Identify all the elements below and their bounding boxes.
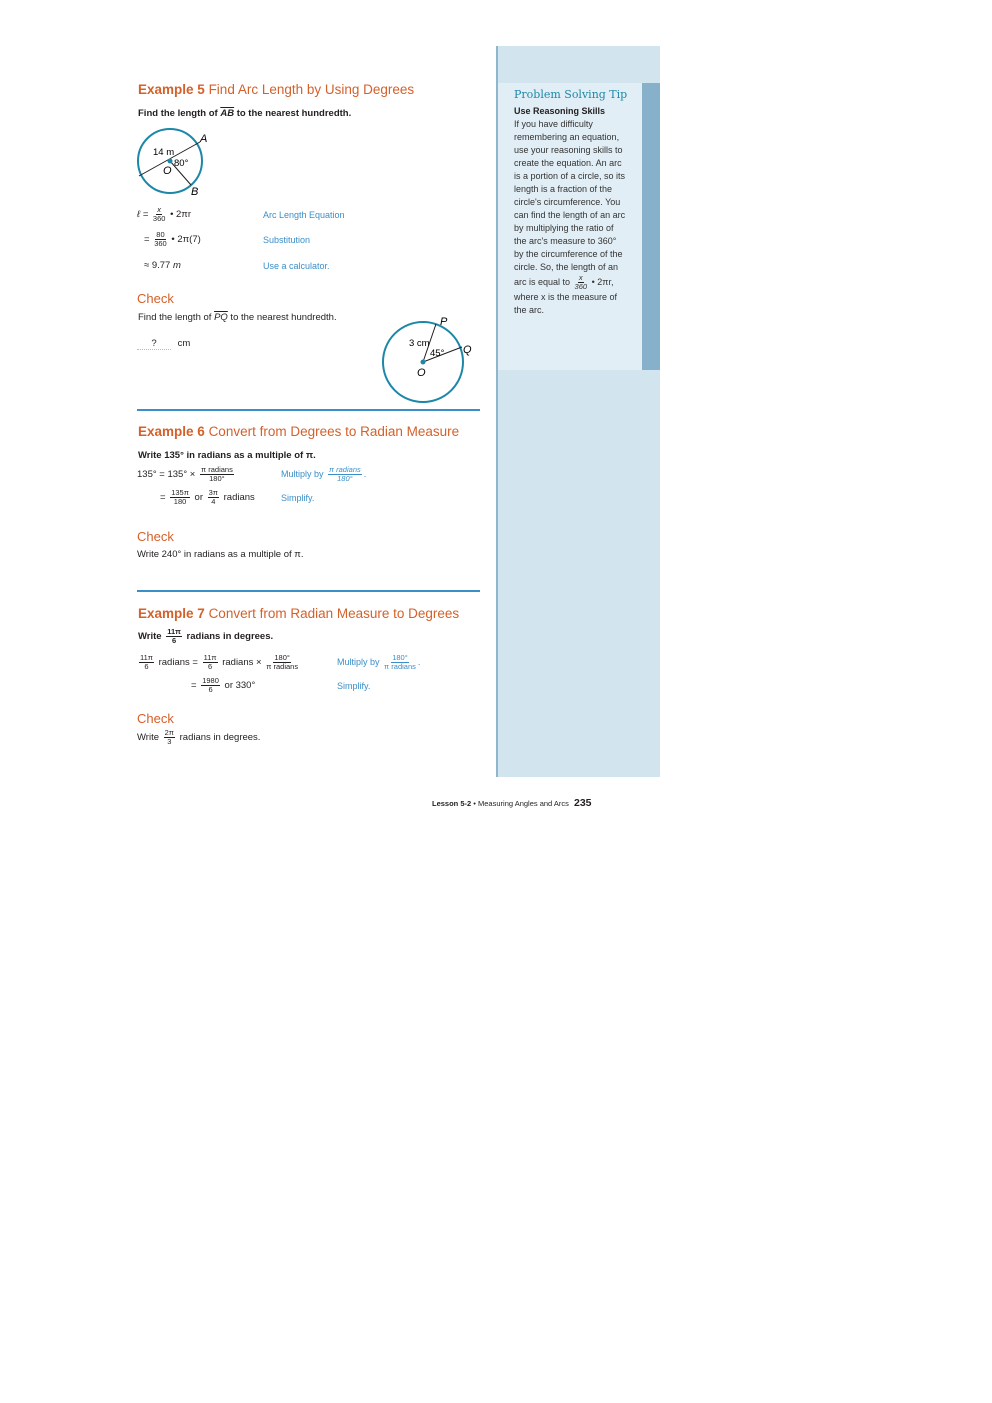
check5-label-p: P xyxy=(440,316,448,328)
ex7-step1-num2: 11π xyxy=(203,653,217,662)
ex7-check-num: 2π xyxy=(164,728,174,737)
tip-body-text-1: If you have difficulty remembering an equation, use your reasoning skills to create the equation. An arc is a portion of a circle, so its length is a fraction of the circle's circumference. You can find the length of an arc by multiplying the ratio of the arc's measure to 360° by the circumference of the circle. So, the length of an arc is equal to xyxy=(514,119,626,287)
ex6-step2-fraction-2 xyxy=(208,489,219,506)
ex7-step2-lhs: = xyxy=(191,680,197,692)
step2-lhs: = xyxy=(144,234,150,246)
ex7-step2-fraction xyxy=(201,677,220,694)
ex6-step2-den2: 4 xyxy=(211,497,216,506)
example5-circle-diagram xyxy=(130,125,220,200)
example5-check-prompt xyxy=(138,312,337,323)
example6-step-2 xyxy=(160,489,255,506)
example6-check-text: Write 240° in radians as a multiple of π. xyxy=(137,549,304,560)
example5-check-heading: Check xyxy=(137,291,174,306)
example7-title: Convert from Radian Measure to Degrees xyxy=(208,606,460,621)
example5-heading xyxy=(138,82,414,97)
check5-center-dot xyxy=(421,360,426,365)
example5-radius-label: 14 m xyxy=(153,147,175,158)
ex7-note-post: . xyxy=(417,656,421,667)
example6-step-2-note: Simplify. xyxy=(281,493,315,503)
tip-accent-bar xyxy=(642,83,660,370)
example5-prompt-pre: Find the length of xyxy=(138,108,221,119)
step2-fraction xyxy=(154,231,167,248)
page-number: 235 xyxy=(574,797,592,809)
ex7-prompt-pre: Write xyxy=(138,631,162,643)
ex7-prompt-fraction xyxy=(166,628,182,645)
check5-label-o: O xyxy=(417,367,426,379)
example6-heading xyxy=(138,424,459,439)
ex7-step2-rest: or 330° xyxy=(224,680,256,692)
check5-arc-name: $\overline{PQ}$ xyxy=(214,312,228,323)
example5-label-a: A xyxy=(200,133,208,145)
ex7-step1-mid2: radians × xyxy=(222,657,262,669)
example7-check-heading: Check xyxy=(137,711,174,726)
footer-separator: • xyxy=(473,799,476,808)
ex6-step2-lhs: = xyxy=(160,492,166,504)
example5-step-3-note: Use a calculator. xyxy=(263,261,330,271)
answer-input[interactable]: ? xyxy=(137,338,171,350)
ex7-check-den: 3 xyxy=(167,737,172,746)
example5-prompt xyxy=(138,108,351,119)
example7-step-1-note xyxy=(337,654,420,671)
example6-step-1 xyxy=(137,466,236,483)
ex6-step2-or: or xyxy=(194,492,203,504)
example7-label: Example 7 xyxy=(138,606,205,621)
answer-unit: cm xyxy=(177,338,191,349)
ex7-step2-num: 1980 xyxy=(202,676,219,685)
example5-arc-name: $\overline{AB}$ xyxy=(220,108,235,119)
tip-frac-num: x xyxy=(578,273,583,282)
ex6-step2-fraction-1 xyxy=(170,489,190,506)
check5-prompt-pre: Find the length of xyxy=(138,312,215,323)
ex6-note-num: π radians xyxy=(329,465,361,474)
ex6-step2-den1: 180 xyxy=(173,497,187,506)
ex7-step1-fraction-2 xyxy=(203,654,218,671)
example7-heading xyxy=(138,606,459,621)
example5-step-1-note: Arc Length Equation xyxy=(263,210,345,220)
example7-check-text xyxy=(137,729,260,746)
ex7-step1-den1: 6 xyxy=(144,662,149,671)
ex6-step1-num: π radians xyxy=(200,465,233,474)
step2-num: 80 xyxy=(156,230,165,239)
ex6-step2-rest: radians xyxy=(223,492,255,504)
step3-unit: m xyxy=(172,260,181,271)
ex7-prompt-den: 6 xyxy=(171,636,177,645)
example5-title: Find Arc Length by Using Degrees xyxy=(208,82,415,97)
example5-angle-label: 80° xyxy=(174,158,189,169)
example5-center-dot xyxy=(168,159,173,164)
example5-step-3 xyxy=(144,260,181,271)
step1-rest: • 2πr xyxy=(170,209,192,221)
ex6-note-pre: Multiply by xyxy=(281,468,324,479)
ex6-step2-num2: 3π xyxy=(208,488,218,497)
ex7-step1-num1: 11π xyxy=(140,653,153,662)
example5-step-1 xyxy=(137,206,191,223)
tip-title: Problem Solving Tip xyxy=(514,88,628,101)
example6-check-heading: Check xyxy=(137,529,174,544)
ex7-step1-den2: 6 xyxy=(208,662,213,671)
section-divider-1 xyxy=(137,409,480,411)
ex6-step1-den: 180° xyxy=(209,474,225,483)
ex7-note-fraction xyxy=(384,654,416,671)
example5-label: Example 5 xyxy=(138,82,205,97)
tip-fraction xyxy=(575,274,588,291)
example7-step-2 xyxy=(191,677,255,694)
step1-num: x xyxy=(157,205,162,214)
example5-step-2 xyxy=(144,231,201,248)
ex6-step1-lhs: 135° = 135° × xyxy=(137,469,196,481)
example5-step-2-note: Substitution xyxy=(263,235,311,245)
footer-title: Measuring Angles and Arcs xyxy=(478,799,569,808)
example7-step-1 xyxy=(137,654,300,671)
example6-step-1-note xyxy=(281,466,366,483)
tip-body xyxy=(514,118,626,317)
ex7-step1-num3: 180° xyxy=(274,653,290,662)
example5-check-answer xyxy=(137,338,190,350)
ex6-note-fraction xyxy=(328,466,362,483)
check5-circle-diagram xyxy=(376,312,480,408)
ex7-step1-den3: π radians xyxy=(266,662,299,671)
tip-frac-den: 360 xyxy=(574,282,588,291)
check5-label-q: Q xyxy=(463,344,472,356)
ex7-note-num: 180° xyxy=(392,653,408,662)
ex7-check-fraction xyxy=(164,729,175,746)
ex7-prompt-post: radians in degrees. xyxy=(186,631,274,643)
step1-lhs: ℓ = xyxy=(137,209,149,221)
example6-label: Example 6 xyxy=(138,424,205,439)
step1-fraction xyxy=(153,206,166,223)
footer-lesson: Lesson 5-2 xyxy=(432,799,472,808)
check5-radius-label: 3 cm xyxy=(409,338,430,349)
section-divider-2 xyxy=(137,590,480,592)
ex7-check-post: radians in degrees. xyxy=(179,732,261,744)
ex7-check-pre: Write xyxy=(137,732,159,744)
page-footer xyxy=(432,797,592,809)
tip-subtitle: Use Reasoning Skills xyxy=(514,106,606,116)
ex7-prompt-num: 11π xyxy=(167,627,181,636)
check5-angle-label: 45° xyxy=(430,348,445,359)
step2-den: 360 xyxy=(154,239,167,248)
example6-prompt: Write 135° in radians as a multiple of π. xyxy=(138,450,316,461)
example5-label-o: O xyxy=(163,165,172,177)
example7-prompt xyxy=(138,628,273,645)
example7-step-2-note: Simplify. xyxy=(337,681,371,691)
tip-body-text-2: • 2πr, where x is the measure of the arc. xyxy=(514,276,618,315)
example5-label-b: B xyxy=(191,186,199,198)
example6-title: Convert from Degrees to Radian Measure xyxy=(208,424,460,439)
ex6-step1-fraction xyxy=(200,466,234,483)
step3-lhs: ≈ 9.77 xyxy=(144,260,171,271)
ex7-step2-den: 6 xyxy=(208,685,213,694)
ex6-step2-num1: 135π xyxy=(171,488,189,497)
ex6-note-den: 180° xyxy=(337,474,353,483)
step1-den: 360 xyxy=(152,214,166,223)
check5-prompt-post: to the nearest hundredth. xyxy=(227,312,337,323)
ex7-step1-fraction-1 xyxy=(139,654,154,671)
ex7-step1-fraction-3 xyxy=(266,654,298,671)
ex7-step1-mid: radians = xyxy=(158,657,198,669)
step2-rest: • 2π(7) xyxy=(171,234,201,246)
example5-prompt-post: to the nearest hundredth. xyxy=(234,108,352,119)
ex7-note-den: π radians xyxy=(384,662,416,671)
ex6-note-post: . xyxy=(363,468,367,479)
ex7-note-pre: Multiply by xyxy=(337,656,380,667)
